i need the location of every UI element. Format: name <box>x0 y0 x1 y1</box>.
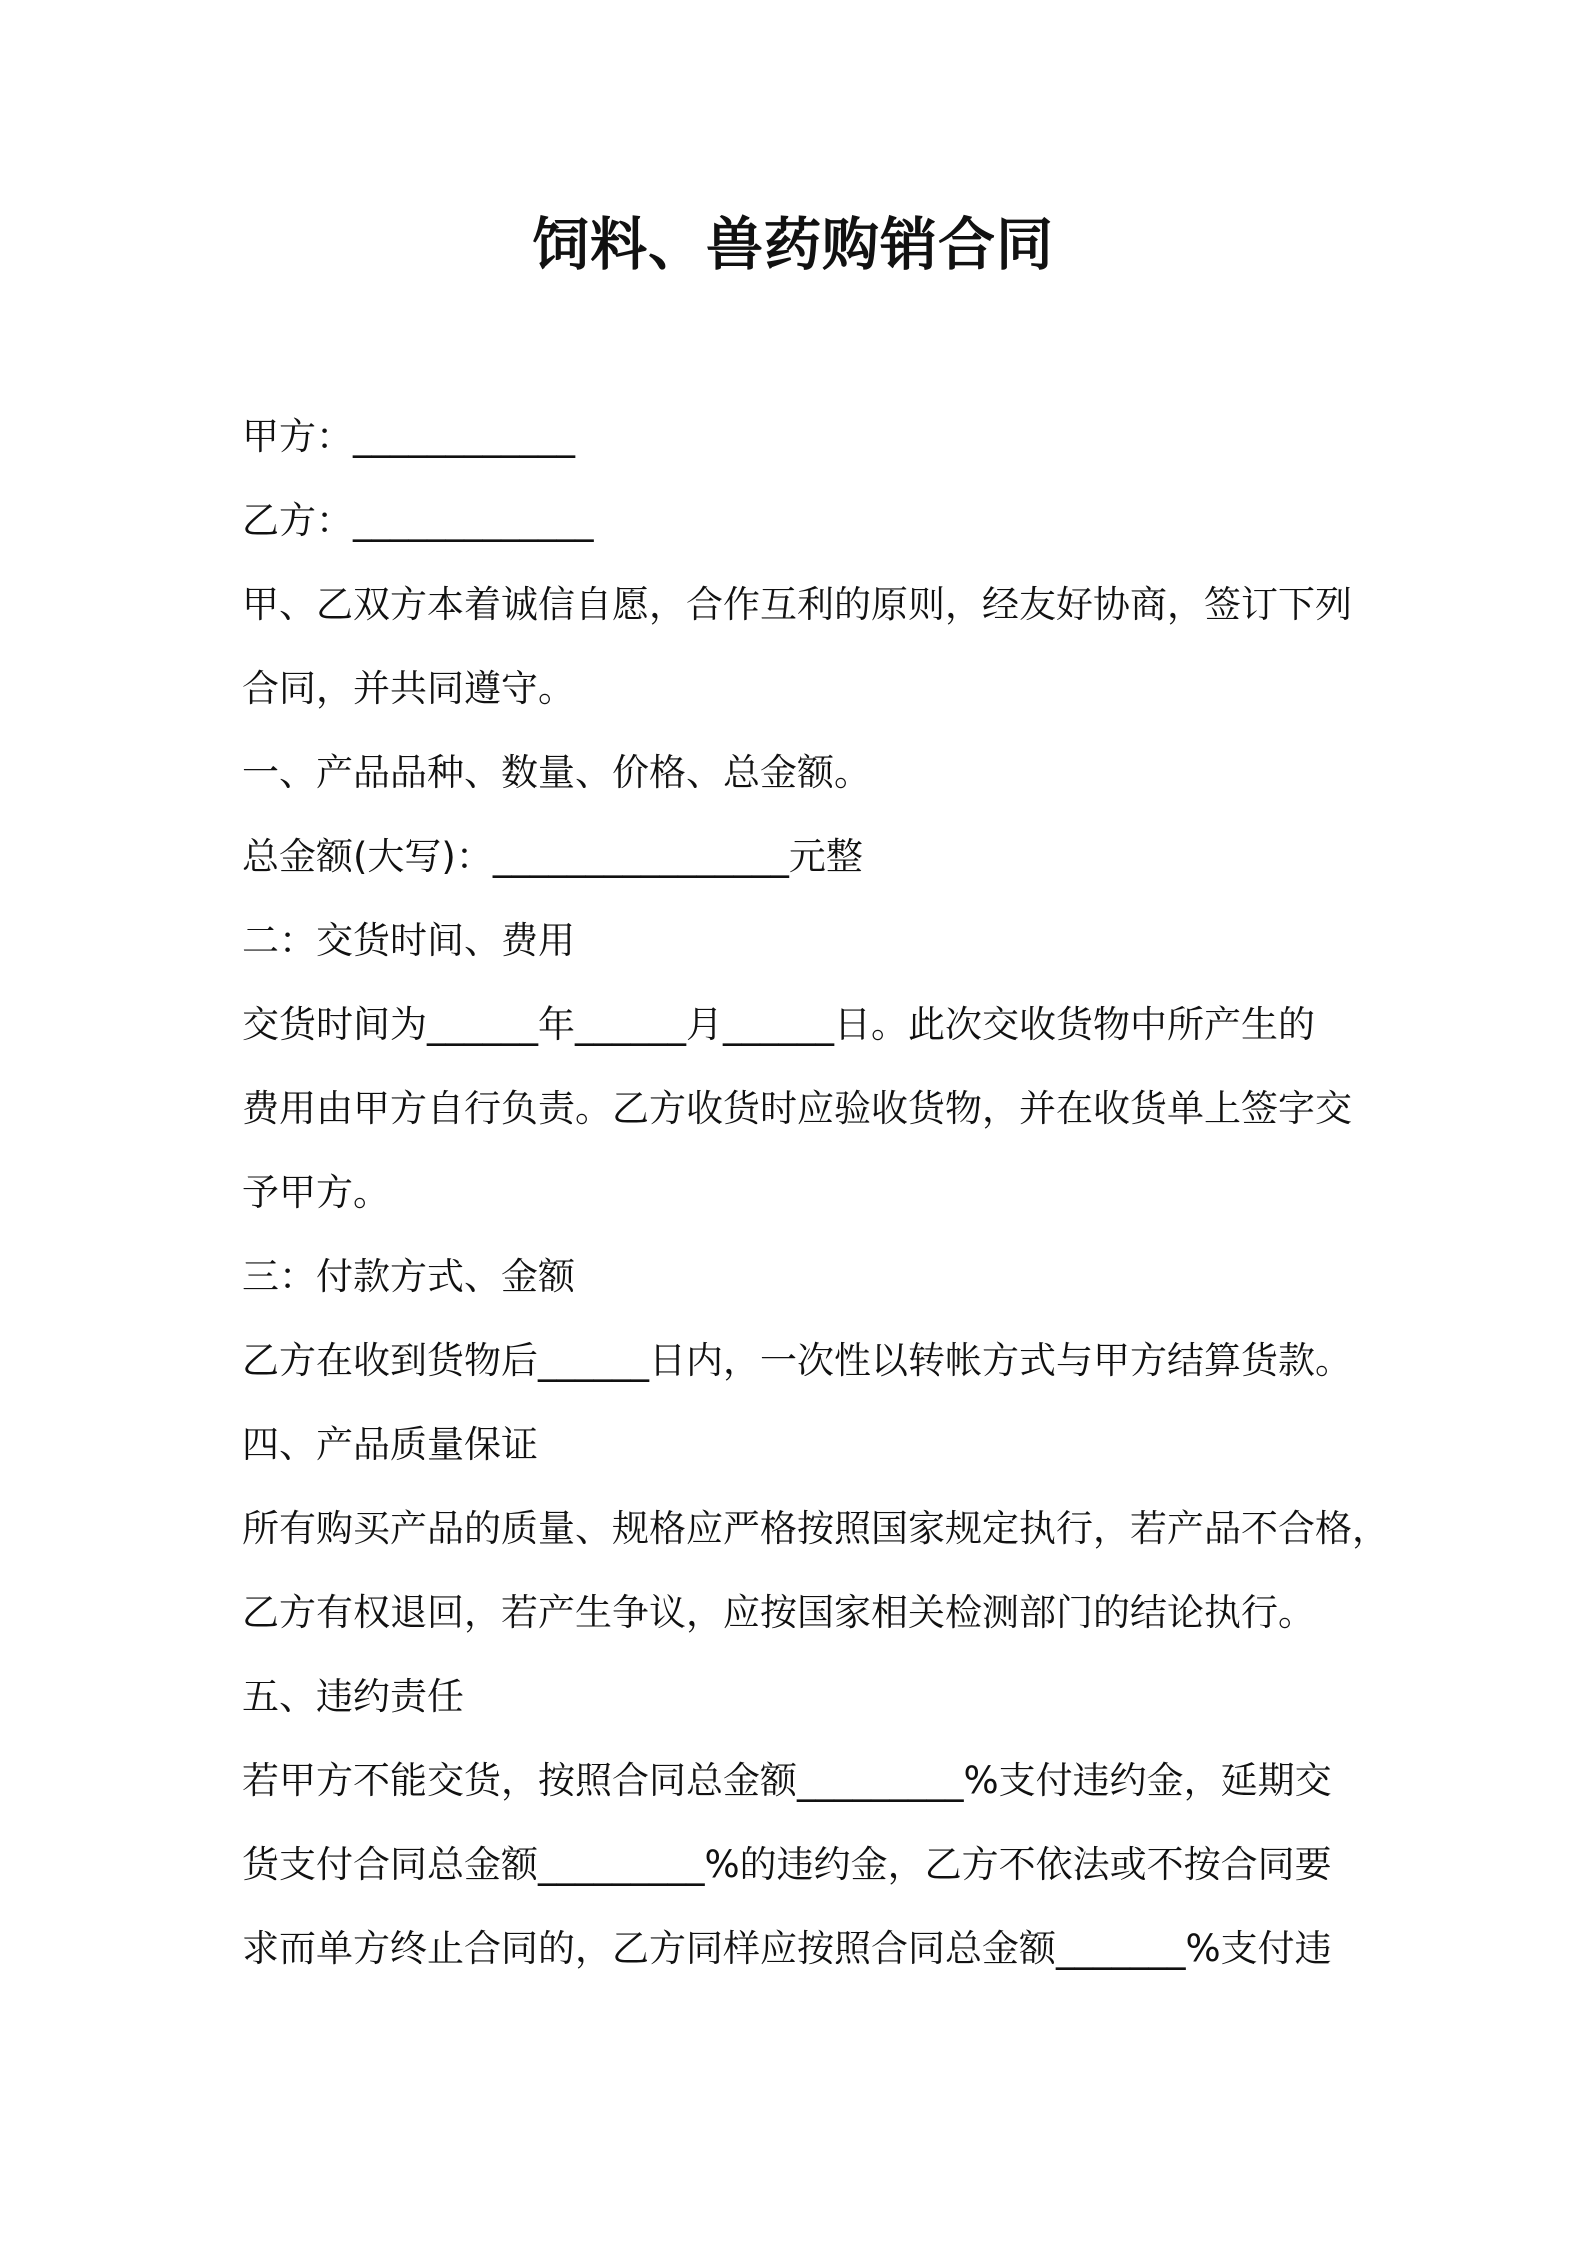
section-body-line: 求而单方终止合同的，乙方同样应按照合同总金额_______%支付违 <box>242 1927 1332 1970</box>
section-heading: 四、产品质量保证 <box>242 1423 538 1466</box>
section-body-line: 予甲方。 <box>242 1171 390 1214</box>
section-body-line: 所有购买产品的质量、规格应严格按照国家规定执行，若产品不合格， <box>242 1507 1389 1550</box>
section-body-line: 若甲方不能交货，按照合同总金额_________%支付违约金，延期交 <box>242 1759 1332 1802</box>
section-heading: 三：付款方式、金额 <box>242 1255 575 1298</box>
party-a-line: 甲方：____________ <box>242 415 575 458</box>
intro-line: 甲、乙双方本着诚信自愿，合作互利的原则，经友好协商，签订下列 <box>242 583 1352 626</box>
section-heading: 二：交货时间、费用 <box>242 919 575 962</box>
section-heading: 五、违约责任 <box>242 1675 464 1718</box>
section-body-line: 总金额(大写)：________________元整 <box>242 835 863 878</box>
party-b-line: 乙方：_____________ <box>242 499 594 542</box>
section-body-line: 费用由甲方自行负责。乙方收货时应验收货物，并在收货单上签字交 <box>242 1087 1352 1130</box>
document-title: 饲料、兽药购销合同 <box>532 212 1054 278</box>
section-heading: 一、产品品种、数量、价格、总金额。 <box>242 751 871 794</box>
section-body-line: 货支付合同总金额_________%的违约金，乙方不依法或不按合同要 <box>242 1843 1332 1886</box>
section-body-line: 交货时间为______年______月______日。此次交收货物中所产生的 <box>242 1003 1315 1046</box>
section-body-line: 乙方有权退回，若产生争议，应按国家相关检测部门的结论执行。 <box>242 1591 1315 1634</box>
intro-line: 合同，并共同遵守。 <box>242 667 575 710</box>
contract-body <box>242 395 1402 1991</box>
section-body-line: 乙方在收到货物后______日内，一次性以转帐方式与甲方结算货款。 <box>242 1339 1352 1382</box>
